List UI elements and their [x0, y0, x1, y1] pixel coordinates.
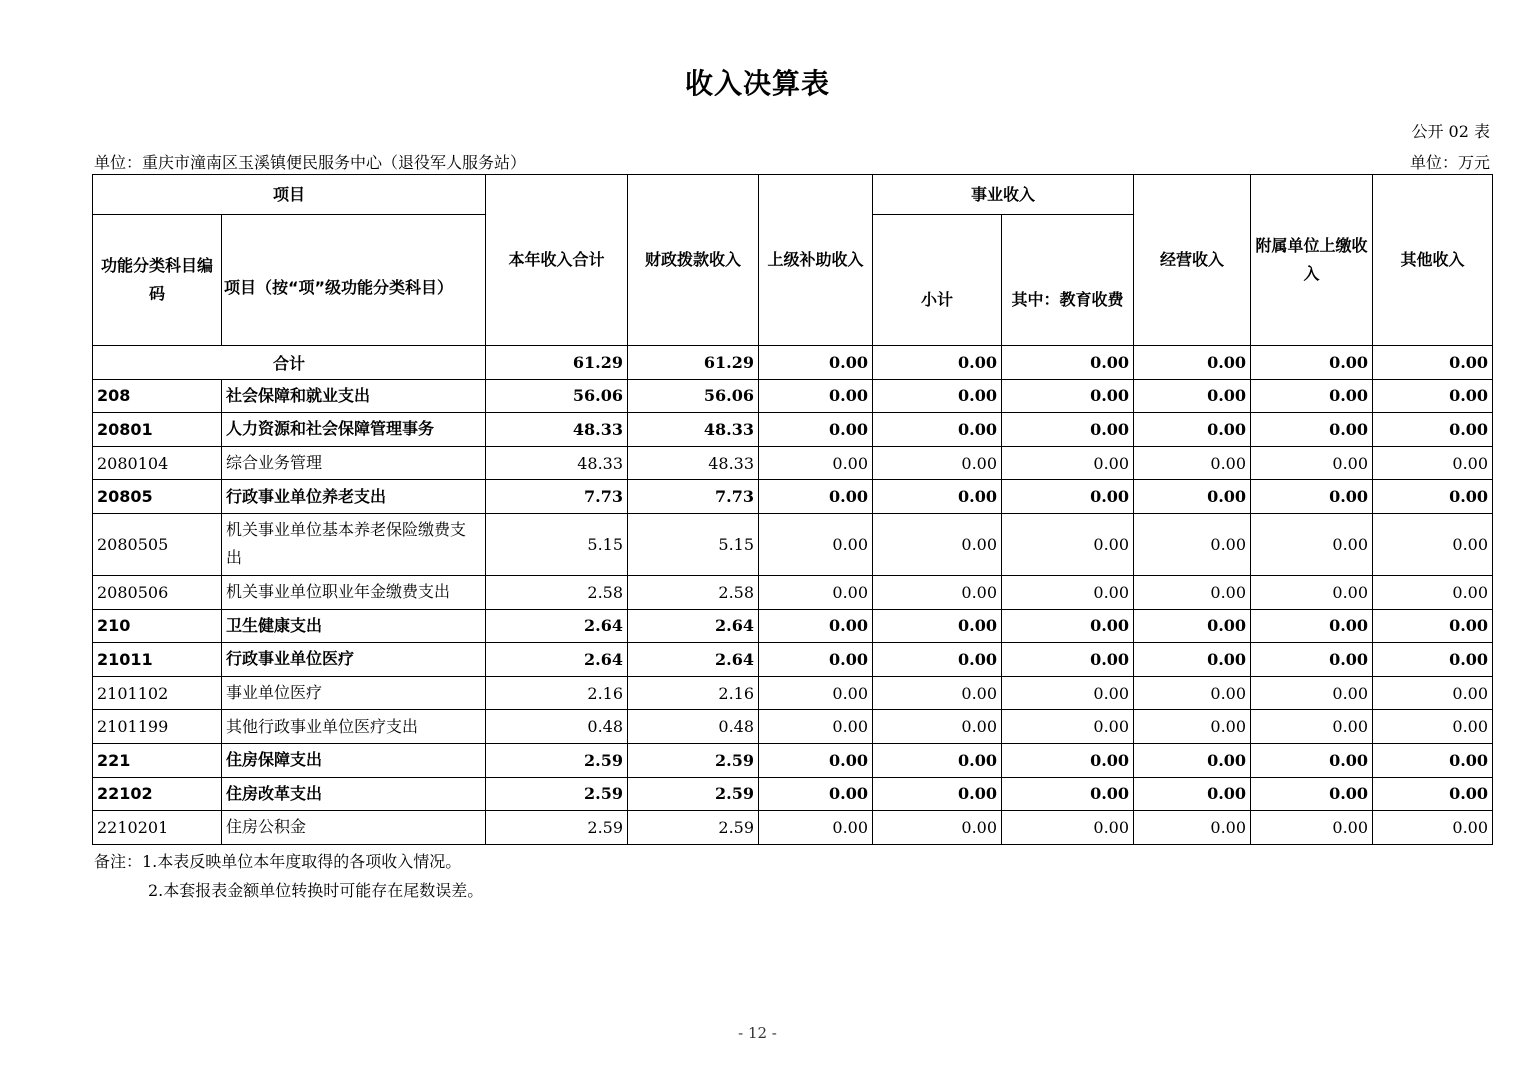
cell-operating: 0.00: [1134, 643, 1251, 677]
cell-fiscal: 2.59: [628, 777, 759, 811]
cell-total-income: 7.73: [486, 480, 628, 514]
cell-superior: 0.00: [759, 480, 873, 514]
cell-other: 0.00: [1373, 811, 1493, 845]
form-number: 公开 02 表: [1411, 122, 1490, 141]
cell-fiscal: 2.16: [628, 676, 759, 710]
cell-affiliated: 0.00: [1251, 777, 1373, 811]
cell-superior: 0.00: [759, 413, 873, 447]
organization-unit: 单位：重庆市潼南区玉溪镇便民服务中心（退役军人服务站）: [94, 153, 527, 172]
cell-fiscal: 2.64: [628, 643, 759, 677]
cell-fiscal: 5.15: [628, 513, 759, 575]
cell-other: 0.00: [1373, 413, 1493, 447]
cell-name: 住房公积金: [222, 811, 486, 845]
cell-operating: 0.00: [1134, 480, 1251, 514]
cell-total-income: 2.64: [486, 609, 628, 643]
cell-name: 住房保障支出: [222, 743, 486, 777]
cell-fiscal: 61.29: [628, 346, 759, 380]
cell-name: 其他行政事业单位医疗支出: [222, 710, 486, 744]
cell-education: 0.00: [1002, 643, 1134, 677]
cell-name: 机关事业单位职业年金缴费支出: [222, 575, 486, 609]
cell-other: 0.00: [1373, 346, 1493, 380]
cell-fiscal: 2.59: [628, 811, 759, 845]
table-row: [93, 513, 1493, 575]
cell-affiliated: 0.00: [1251, 743, 1373, 777]
total-label: 合计: [93, 346, 486, 380]
cell-total-income: 0.48: [486, 710, 628, 744]
cell-education: 0.00: [1002, 413, 1134, 447]
cell-total-income: 2.59: [486, 743, 628, 777]
cell-other: 0.00: [1373, 575, 1493, 609]
cell-education: 0.00: [1002, 446, 1134, 480]
cell-code: 2080505: [93, 513, 222, 575]
table-row: [93, 480, 1493, 514]
cell-superior: 0.00: [759, 379, 873, 413]
cell-superior: 0.00: [759, 513, 873, 575]
cell-other: 0.00: [1373, 676, 1493, 710]
cell-superior: 0.00: [759, 643, 873, 677]
cell-name: 社会保障和就业支出: [222, 379, 486, 413]
income-report-table: [92, 174, 1493, 845]
cell-fiscal: 48.33: [628, 413, 759, 447]
cell-name: 综合业务管理: [222, 446, 486, 480]
currency-unit: 单位：万元: [1409, 153, 1490, 172]
cell-operating: 0.00: [1134, 413, 1251, 447]
cell-operating: 0.00: [1134, 609, 1251, 643]
cell-superior: 0.00: [759, 346, 873, 380]
cell-fiscal: 56.06: [628, 379, 759, 413]
cell-education: 0.00: [1002, 777, 1134, 811]
cell-affiliated: 0.00: [1251, 710, 1373, 744]
cell-other: 0.00: [1373, 513, 1493, 575]
header-business-income: 事业收入: [873, 175, 1134, 215]
cell-fiscal: 48.33: [628, 446, 759, 480]
cell-name: 卫生健康支出: [222, 609, 486, 643]
cell-other: 0.00: [1373, 480, 1493, 514]
table-row: [93, 413, 1493, 447]
cell-code: 2080104: [93, 446, 222, 480]
cell-subtotal: 0.00: [873, 609, 1002, 643]
cell-code: 2080506: [93, 575, 222, 609]
table-row: [93, 379, 1493, 413]
cell-affiliated: 0.00: [1251, 413, 1373, 447]
header-education-fee: 其中：教育收费: [1002, 215, 1134, 346]
cell-operating: 0.00: [1134, 811, 1251, 845]
cell-education: 0.00: [1002, 513, 1134, 575]
cell-total-income: 56.06: [486, 379, 628, 413]
cell-education: 0.00: [1002, 609, 1134, 643]
cell-total-income: 2.64: [486, 643, 628, 677]
cell-affiliated: 0.00: [1251, 609, 1373, 643]
cell-operating: 0.00: [1134, 575, 1251, 609]
cell-code: 20805: [93, 480, 222, 514]
cell-superior: 0.00: [759, 676, 873, 710]
header-function-code: 功能分类科目编码: [93, 215, 222, 346]
cell-fiscal: 7.73: [628, 480, 759, 514]
header-total-income: 本年收入合计: [486, 175, 628, 346]
header-project: 项目: [93, 175, 486, 215]
cell-code: 221: [93, 743, 222, 777]
cell-affiliated: 0.00: [1251, 480, 1373, 514]
cell-subtotal: 0.00: [873, 480, 1002, 514]
cell-subtotal: 0.00: [873, 676, 1002, 710]
cell-operating: 0.00: [1134, 446, 1251, 480]
cell-code: 2101199: [93, 710, 222, 744]
cell-total-income: 5.15: [486, 513, 628, 575]
cell-other: 0.00: [1373, 446, 1493, 480]
cell-other: 0.00: [1373, 609, 1493, 643]
cell-education: 0.00: [1002, 379, 1134, 413]
cell-education: 0.00: [1002, 575, 1134, 609]
cell-fiscal: 2.64: [628, 609, 759, 643]
table-row: [93, 643, 1493, 677]
header-fiscal-appropriation: 财政拨款收入: [628, 175, 759, 346]
cell-other: 0.00: [1373, 379, 1493, 413]
cell-superior: 0.00: [759, 446, 873, 480]
header-operating-income: 经营收入: [1134, 175, 1251, 346]
cell-operating: 0.00: [1134, 777, 1251, 811]
cell-affiliated: 0.00: [1251, 643, 1373, 677]
table-row: [93, 575, 1493, 609]
cell-subtotal: 0.00: [873, 575, 1002, 609]
cell-subtotal: 0.00: [873, 777, 1002, 811]
cell-total-income: 48.33: [486, 446, 628, 480]
cell-superior: 0.00: [759, 609, 873, 643]
header-item-name: 项目（按“项”级功能分类科目）: [222, 215, 486, 346]
cell-code: 210: [93, 609, 222, 643]
table-row: [93, 609, 1493, 643]
cell-superior: 0.00: [759, 777, 873, 811]
cell-code: 22102: [93, 777, 222, 811]
cell-operating: 0.00: [1134, 710, 1251, 744]
cell-subtotal: 0.00: [873, 513, 1002, 575]
cell-subtotal: 0.00: [873, 643, 1002, 677]
cell-operating: 0.00: [1134, 676, 1251, 710]
cell-code: 20801: [93, 413, 222, 447]
cell-superior: 0.00: [759, 743, 873, 777]
cell-name: 人力资源和社会保障管理事务: [222, 413, 486, 447]
page-number: - 12 -: [738, 1024, 777, 1042]
cell-education: 0.00: [1002, 743, 1134, 777]
table-row: [93, 811, 1493, 845]
cell-subtotal: 0.00: [873, 413, 1002, 447]
cell-affiliated: 0.00: [1251, 446, 1373, 480]
cell-total-income: 48.33: [486, 413, 628, 447]
cell-name: 事业单位医疗: [222, 676, 486, 710]
table-row: [93, 446, 1493, 480]
cell-other: 0.00: [1373, 643, 1493, 677]
cell-operating: 0.00: [1134, 379, 1251, 413]
header-affiliated-income: 附属单位上缴收入: [1251, 175, 1373, 346]
cell-other: 0.00: [1373, 777, 1493, 811]
cell-operating: 0.00: [1134, 346, 1251, 380]
cell-other: 0.00: [1373, 743, 1493, 777]
cell-total-income: 2.59: [486, 777, 628, 811]
cell-total-income: 2.16: [486, 676, 628, 710]
cell-superior: 0.00: [759, 811, 873, 845]
cell-name: 行政事业单位医疗: [222, 643, 486, 677]
cell-subtotal: 0.00: [873, 446, 1002, 480]
cell-code: 2210201: [93, 811, 222, 845]
header-subtotal: 小计: [873, 215, 1002, 346]
cell-education: 0.00: [1002, 346, 1134, 380]
total-row: [93, 346, 1493, 380]
note-2: 2.本套报表金额单位转换时可能存在尾数误差。: [148, 881, 484, 900]
cell-superior: 0.00: [759, 710, 873, 744]
note-1: 备注：1.本表反映单位本年度取得的各项收入情况。: [94, 852, 462, 871]
cell-affiliated: 0.00: [1251, 346, 1373, 380]
cell-code: 21011: [93, 643, 222, 677]
cell-code: 2101102: [93, 676, 222, 710]
cell-education: 0.00: [1002, 710, 1134, 744]
cell-affiliated: 0.00: [1251, 575, 1373, 609]
cell-subtotal: 0.00: [873, 743, 1002, 777]
table-row: [93, 743, 1493, 777]
header-superior-subsidy: 上级补助收入: [759, 175, 873, 346]
cell-affiliated: 0.00: [1251, 811, 1373, 845]
cell-name: 行政事业单位养老支出: [222, 480, 486, 514]
cell-fiscal: 0.48: [628, 710, 759, 744]
table-row: [93, 676, 1493, 710]
cell-education: 0.00: [1002, 480, 1134, 514]
cell-total-income: 2.59: [486, 811, 628, 845]
table-row: [93, 777, 1493, 811]
cell-subtotal: 0.00: [873, 710, 1002, 744]
cell-total-income: 2.58: [486, 575, 628, 609]
cell-subtotal: 0.00: [873, 379, 1002, 413]
cell-operating: 0.00: [1134, 743, 1251, 777]
table-row: [93, 710, 1493, 744]
cell-affiliated: 0.00: [1251, 379, 1373, 413]
header-other-income: 其他收入: [1373, 175, 1493, 346]
page-title: 收入决算表: [684, 67, 830, 100]
cell-education: 0.00: [1002, 811, 1134, 845]
cell-subtotal: 0.00: [873, 346, 1002, 380]
cell-affiliated: 0.00: [1251, 513, 1373, 575]
cell-name: 住房改革支出: [222, 777, 486, 811]
cell-fiscal: 2.59: [628, 743, 759, 777]
cell-fiscal: 2.58: [628, 575, 759, 609]
cell-code: 208: [93, 379, 222, 413]
cell-name: 机关事业单位基本养老保险缴费支出: [222, 513, 486, 575]
cell-operating: 0.00: [1134, 513, 1251, 575]
cell-education: 0.00: [1002, 676, 1134, 710]
cell-total-income: 61.29: [486, 346, 628, 380]
cell-other: 0.00: [1373, 710, 1493, 744]
cell-subtotal: 0.00: [873, 811, 1002, 845]
notes: [94, 847, 483, 905]
cell-affiliated: 0.00: [1251, 676, 1373, 710]
cell-superior: 0.00: [759, 575, 873, 609]
